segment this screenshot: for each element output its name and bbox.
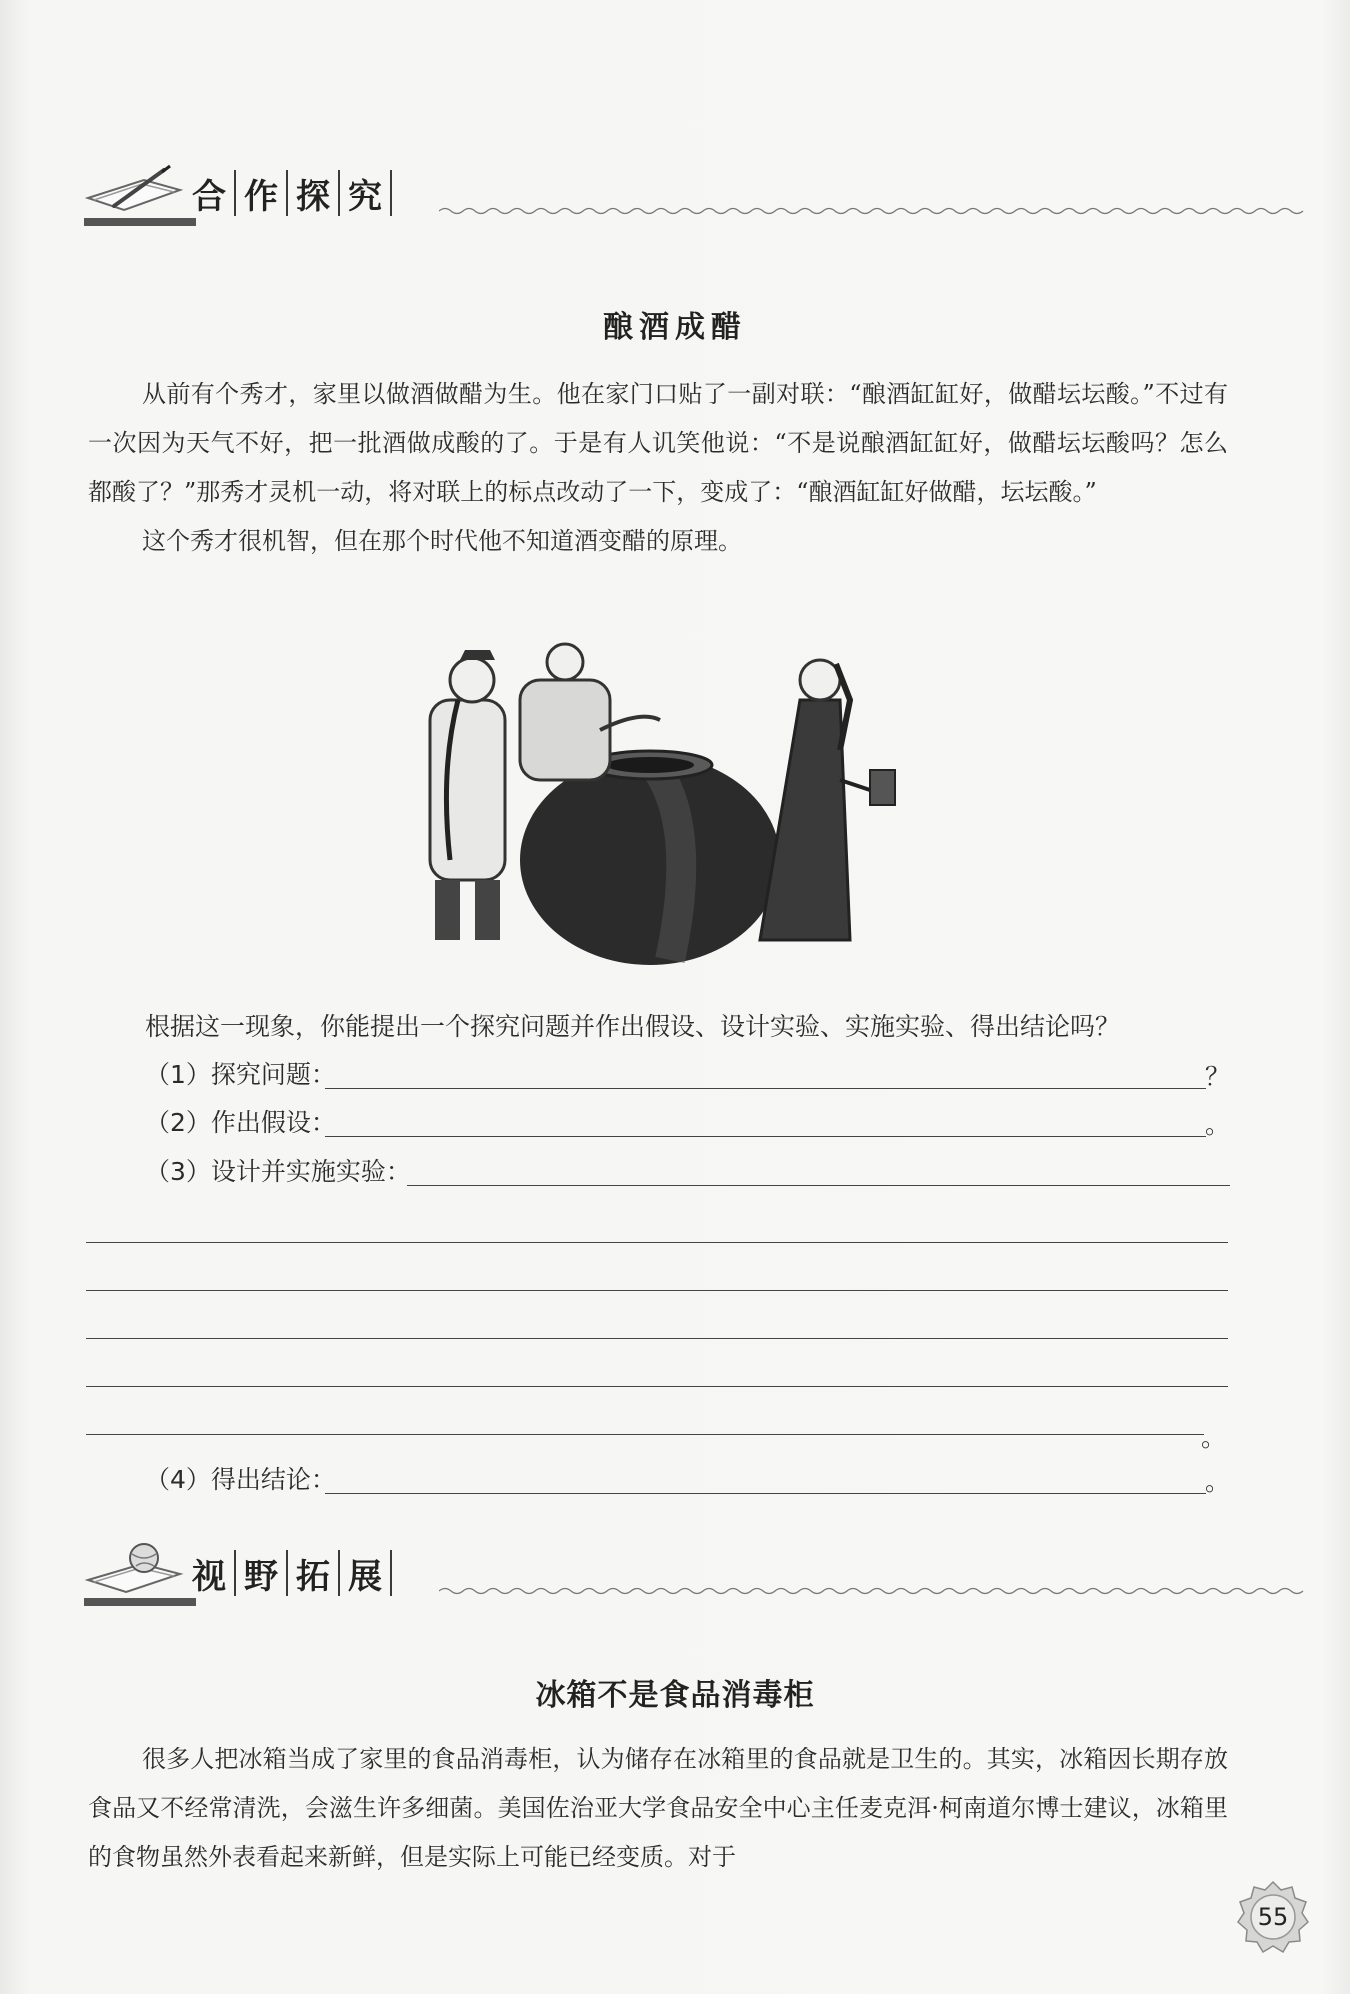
section-underline-bar: [84, 218, 196, 226]
section-title-char: 合: [184, 170, 236, 216]
paragraph: 这个秀才很机智，但在那个时代他不知道酒变醋的原理。: [142, 527, 742, 555]
question-prompt: 根据这一现象，你能提出一个探究问题并作出假设、设计实验、实施实验、得出结论吗？: [145, 1012, 1121, 1041]
paragraph: 很多人把冰箱当成了家里的食品消毒柜，认为储存在冰箱里的食品就是卫生的。其实，冰箱因长期存放食品又不经常清洗，会滋生许多细菌。美国佐治亚大学食品安全中心主任麦克洱·柯南道尔博士建议，冰箱里的食物虽然外表看起来新鲜，但是实际上可能已经变质。对于: [88, 1745, 1228, 1871]
answer-end-mark: 。: [1200, 1423, 1226, 1452]
answer-blank-line[interactable]: [86, 1338, 1228, 1339]
illustration-scholar-wine-vat: [400, 640, 940, 970]
article-title: 冰箱不是食品消毒柜: [535, 1678, 815, 1713]
section-header-expand: [84, 1540, 1224, 1608]
section-title-char: 野: [236, 1550, 288, 1596]
answer-end-mark: 。: [1204, 1110, 1230, 1139]
answer-row-question: [145, 1055, 1230, 1095]
answer-label: （4）得出结论：: [145, 1465, 336, 1494]
section-title-expand: [184, 1550, 392, 1598]
answer-input-experiment[interactable]: [407, 1185, 1230, 1186]
wavy-divider: [439, 206, 1309, 216]
answer-label: （1）探究问题：: [145, 1060, 336, 1089]
answer-end-mark: 。: [1204, 1467, 1230, 1496]
article-body: [88, 1735, 1228, 1882]
section-title-char: 探: [288, 170, 340, 216]
answer-label: （3）设计并实施实验：: [145, 1157, 411, 1186]
answer-blank-line[interactable]: [86, 1386, 1228, 1387]
answer-end-mark: ？: [1204, 1062, 1230, 1091]
answer-blank-line[interactable]: [86, 1242, 1228, 1243]
article-title: 酿酒成醋: [603, 310, 747, 345]
section-underline-bar: [84, 1598, 196, 1606]
answer-row-conclusion: [145, 1460, 1230, 1500]
article-body: [88, 370, 1228, 566]
section-header-explore: [84, 160, 1224, 228]
answer-blank-line[interactable]: [86, 1434, 1204, 1435]
section-title-char: 究: [340, 170, 392, 216]
answer-row-experiment: [145, 1152, 1230, 1192]
section-title-char: 展: [340, 1550, 392, 1596]
globe-book-icon: [84, 1540, 184, 1600]
section-title-char: 视: [184, 1550, 236, 1596]
section-title-explore: [184, 170, 392, 218]
answer-input-question[interactable]: [325, 1088, 1206, 1089]
answer-row-hypothesis: [145, 1103, 1230, 1143]
answer-input-conclusion[interactable]: [325, 1493, 1206, 1494]
wavy-divider: [439, 1586, 1309, 1596]
answer-label: （2）作出假设：: [145, 1108, 336, 1137]
answer-input-hypothesis[interactable]: [325, 1136, 1206, 1137]
section-title-char: 作: [236, 170, 288, 216]
pen-book-icon: [84, 160, 184, 220]
page-number: 55: [1257, 1903, 1289, 1931]
answer-blank-line[interactable]: [86, 1290, 1228, 1291]
paragraph: 从前有个秀才，家里以做酒做醋为生。他在家门口贴了一副对联：“酿酒缸缸好，做醋坛坛酸。”不过有一次因为天气不好，把一批酒做成酸的了。于是有人讥笑他说：“不是说酿酒缸缸好，做醋坛坛酸吗？怎么都酸了？”那秀才灵机一动，将对联上的标点改动了一下，变成了：“酿酒缸缸好做醋，坛坛酸。”: [88, 380, 1228, 506]
section-title-char: 拓: [288, 1550, 340, 1596]
